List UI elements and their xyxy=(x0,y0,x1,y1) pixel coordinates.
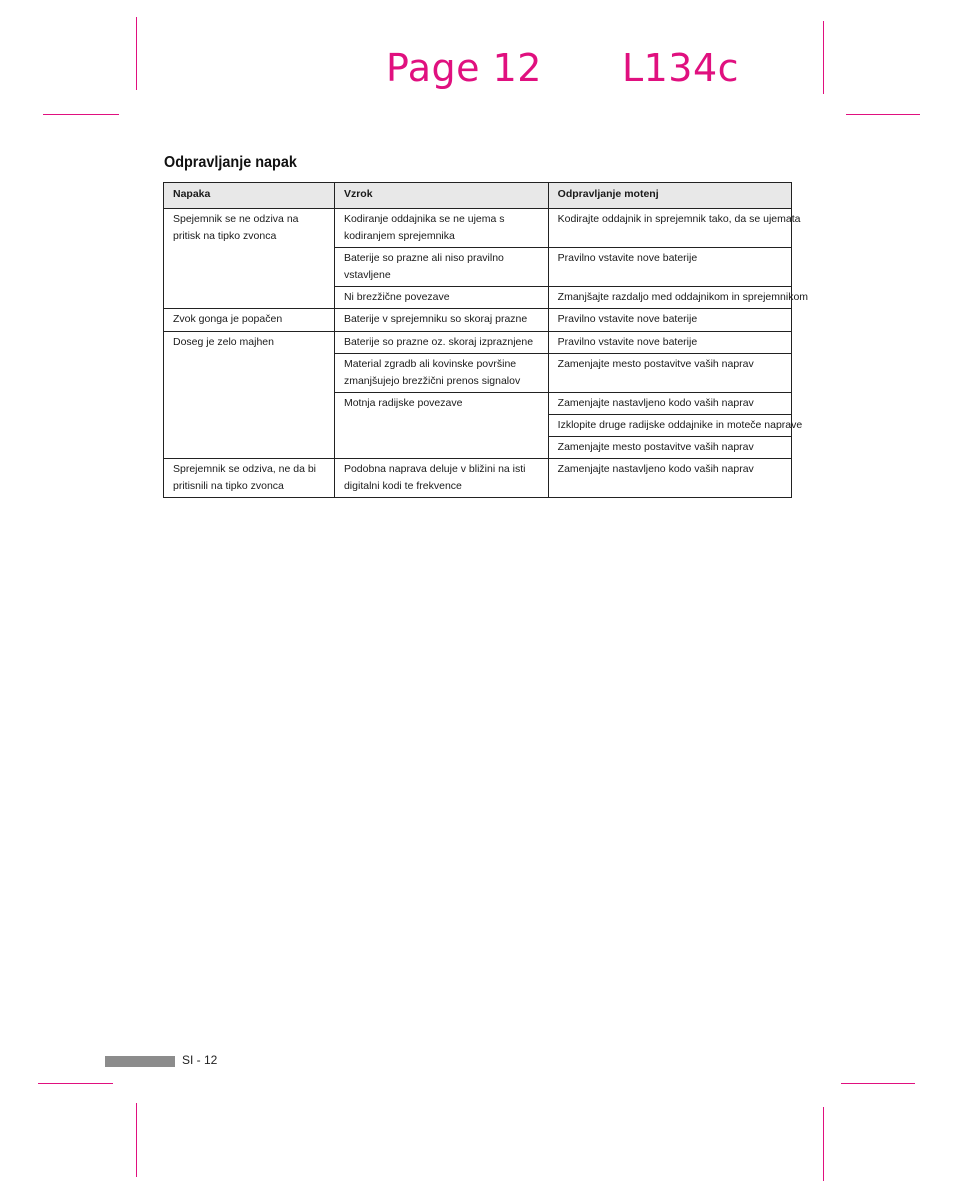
fix-cell: Zamenjajte mesto postavitve vaših naprav xyxy=(548,354,791,393)
table-row xyxy=(164,309,792,332)
crop-mark xyxy=(43,114,119,115)
cause-cell: Ni brezžične povezave xyxy=(334,287,548,309)
fix-cell: Zamenjajte mesto postavitve vaših naprav xyxy=(548,437,791,459)
section-heading: Odpravljanje napak xyxy=(164,154,297,171)
crop-mark xyxy=(136,17,137,90)
cause-cell: Kodiranje oddajnika se ne ujema s kodiranjem sprejemnika xyxy=(334,209,548,248)
crop-mark xyxy=(823,21,824,94)
fix-cell: Pravilno vstavite nove baterije xyxy=(548,309,791,332)
fix-cell: Zamenjajte nastavljeno kodo vaših naprav xyxy=(548,393,791,415)
footer-page-number: SI - 12 xyxy=(182,1053,218,1067)
table-row xyxy=(164,332,792,354)
model-name: L134c xyxy=(621,46,740,90)
fix-cell: Izklopite druge radijske oddajnike in moteče naprave xyxy=(548,415,791,437)
crop-mark xyxy=(823,1107,824,1181)
table-header-row xyxy=(164,183,792,209)
cause-cell: Material zgradb ali kovinske površine zmanjšujejo brezžični prenos signalov xyxy=(334,354,548,393)
crop-mark xyxy=(841,1083,915,1084)
problem-cell: Doseg je zelo majhen xyxy=(164,332,335,459)
table-row xyxy=(164,459,792,498)
page-label: Page 12 xyxy=(386,46,542,90)
fix-cell: Pravilno vstavite nove baterije xyxy=(548,332,791,354)
troubleshooting-table xyxy=(163,182,809,498)
cause-cell: Baterije v sprejemniku so skoraj prazne xyxy=(334,309,548,332)
column-header-cause: Vzrok xyxy=(334,183,548,209)
problem-cell: Spejemnik se ne odziva na pritisk na tipko zvonca xyxy=(164,209,335,309)
fix-cell: Pravilno vstavite nove baterije xyxy=(548,248,791,287)
table-row xyxy=(164,209,792,248)
crop-mark xyxy=(38,1083,113,1084)
problem-cell: Zvok gonga je popačen xyxy=(164,309,335,332)
fix-cell: Kodirajte oddajnik in sprejemnik tako, da se ujemata xyxy=(548,209,791,248)
fix-cell: Zmanjšajte razdaljo med oddajnikom in sprejemnikom xyxy=(548,287,791,309)
crop-mark xyxy=(136,1103,137,1177)
fix-cell: Zamenjajte nastavljeno kodo vaših naprav xyxy=(548,459,791,498)
footer-bar xyxy=(105,1056,175,1067)
cause-cell: Motnja radijske povezave xyxy=(334,393,548,459)
cause-cell: Podobna naprava deluje v bližini na isti digitalni kodi te frekvence xyxy=(334,459,548,498)
cause-cell: Baterije so prazne oz. skoraj izpraznjene xyxy=(334,332,548,354)
cause-cell: Baterije so prazne ali niso pravilno vstavljene xyxy=(334,248,548,287)
column-header-fix: Odpravljanje motenj xyxy=(548,183,791,209)
column-header-problem: Napaka xyxy=(164,183,335,209)
problem-cell: Sprejemnik se odziva, ne da bi pritisnili na tipko zvonca xyxy=(164,459,335,498)
page-title xyxy=(386,46,739,90)
crop-mark xyxy=(846,114,920,115)
